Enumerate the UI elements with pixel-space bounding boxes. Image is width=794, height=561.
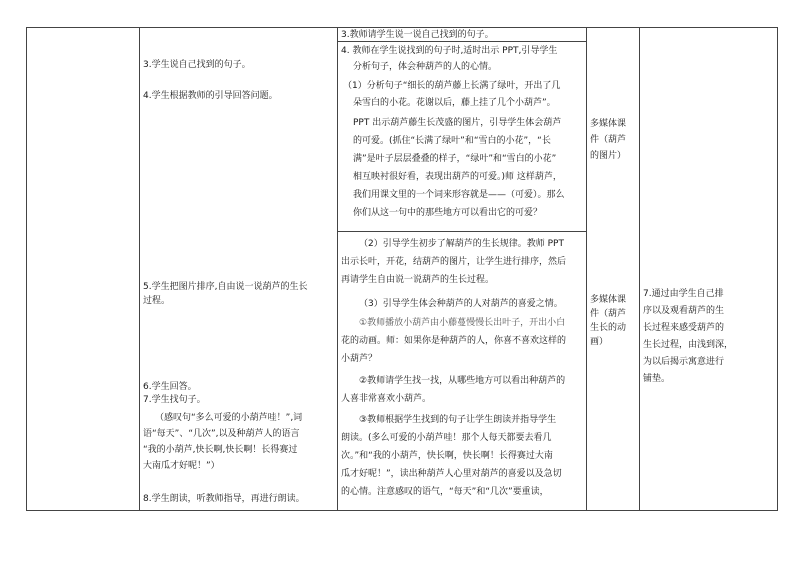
teacher-line: ①教师播放小葫芦由小藤蔓慢慢长出叶子，开出小白: [359, 318, 566, 328]
teacher-line: 人喜非常喜欢小葫芦。: [341, 394, 432, 404]
teacher-line: 你们从这一句中的那些地方可以看出它的可爱？: [353, 208, 543, 218]
teacher-line: 分析句子，体会种葫芦的人的心情。: [353, 62, 498, 72]
teacher-line: ③教师根据学生找到的句子让学生朗读并指导学生: [359, 415, 557, 425]
media-item-2-line3: 生长的动: [590, 323, 627, 333]
teacher-line: （3）引导学生体会种葫芦的人对葫芦的喜爱之情。: [359, 299, 563, 309]
student-step-6: 6.学生回答。: [143, 382, 197, 392]
teacher-line: 小葫芦？: [341, 354, 378, 364]
teacher-line: 瓜才好呢！”，读出种葫芦人心里对葫芦的喜爱以及急切: [341, 469, 562, 479]
intent-line: 7.通过由学生自己排: [643, 289, 724, 299]
teacher-line: 4. 教师在学生说找到的句子时,适时出示 PPT,引导学生: [341, 46, 558, 56]
media-item-1-line1: 多媒体课: [590, 119, 627, 129]
teacher-line: 3.教师请学生说一说自己找到的句子。: [341, 30, 494, 40]
teacher-line: 朗读。(多么可爱的小葫芦哇！那个人每天都要去看几: [341, 433, 552, 443]
media-item-2-line4: 画）: [590, 337, 609, 347]
teacher-line: 的可爱。(抓住“长满了绿叶”和“雪白的小花”，“长: [353, 136, 551, 146]
teacher-line: 的心情。注意感叹的语气，“每天”和“几次”要重读，: [341, 487, 549, 497]
column-divider: [586, 28, 587, 510]
student-quote-line4: 大南瓜才好呢！”）: [143, 461, 220, 471]
teacher-line: ②教师请学生找一找，从哪些地方可以看出种葫芦的: [359, 376, 566, 386]
teacher-line: 朵雪白的小花。花谢以后，藤上挂了几个小葫芦”。: [353, 98, 556, 108]
column-divider: [639, 28, 640, 510]
teacher-line: （2）引导学生初步了解葫芦的生长规律。教师 PPT: [359, 239, 564, 249]
intent-line: 长过程来感受葫芦的: [643, 323, 725, 333]
teacher-line: 次。”和“我的小葫芦，快长啊，快长啊！长得赛过大南: [341, 451, 553, 461]
column-divider: [139, 28, 140, 510]
teacher-line: （1）分析句子“细长的葫芦藤上长满了绿叶，开出了几: [343, 81, 561, 91]
student-step-8: 8.学生朗读，听教师指导，再进行朗读。: [143, 494, 305, 504]
teacher-line: 再请学生自由说一说葫芦的生长过程。: [341, 275, 495, 285]
intent-line: 序以及观看葫芦的生: [643, 306, 725, 316]
teacher-line: 我们用课文里的一个词来形容就是——（可爱）。那么: [353, 190, 565, 200]
student-quote-line1: （感叹句“多么可爱的小葫芦哇！”,词: [155, 413, 303, 423]
student-step-3: 3.学生说自己找到的句子。: [143, 60, 251, 70]
teacher-line: 出示长叶，开花，结葫芦的图片，让学生进行排序，然后: [341, 257, 567, 267]
student-step-4: 4.学生根据教师的引导回答问题。: [143, 91, 278, 101]
student-step-5-line1: 5.学生把图片排序,自由说一说葫芦的生长: [143, 282, 308, 292]
media-item-1-line2: 件（葫芦: [590, 135, 627, 145]
teacher-line: PPT 出示葫芦藤生长茂盛的图片，引导学生体会葫芦: [353, 118, 562, 128]
student-quote-line2: 语“每天”、“几次”,以及种葫芦人的语言: [143, 429, 300, 439]
media-item-2-line1: 多媒体课: [590, 295, 627, 305]
student-step-5-line2: 过程。: [143, 296, 171, 306]
teacher-line: 花的动画。师：如果你是种葫芦的人，你喜不喜欢这样的: [341, 336, 567, 346]
column-divider: [337, 28, 338, 510]
intent-line: 为以后揭示寓意进行: [643, 357, 725, 367]
intent-line: 铺垫。: [643, 374, 671, 384]
teacher-line: 满”是叶子层层叠叠的样子，“绿叶”和“雪白的小花”: [353, 154, 557, 164]
student-step-7: 7.学生找句子。: [143, 395, 206, 405]
row-divider: [337, 231, 586, 232]
teacher-line: 相互映衬很好看，表现出葫芦的可爱。)师 这样葫芦，: [353, 172, 562, 182]
intent-line: 生长过程，由浅到深，: [643, 340, 734, 350]
media-item-2-line2: 件（葫芦: [590, 309, 627, 319]
lesson-plan-table: [26, 27, 778, 511]
student-quote-line3: “我的小葫芦,快长啊,快长啊！长得赛过: [143, 445, 298, 455]
media-item-1-line3: 的图片）: [590, 151, 627, 161]
